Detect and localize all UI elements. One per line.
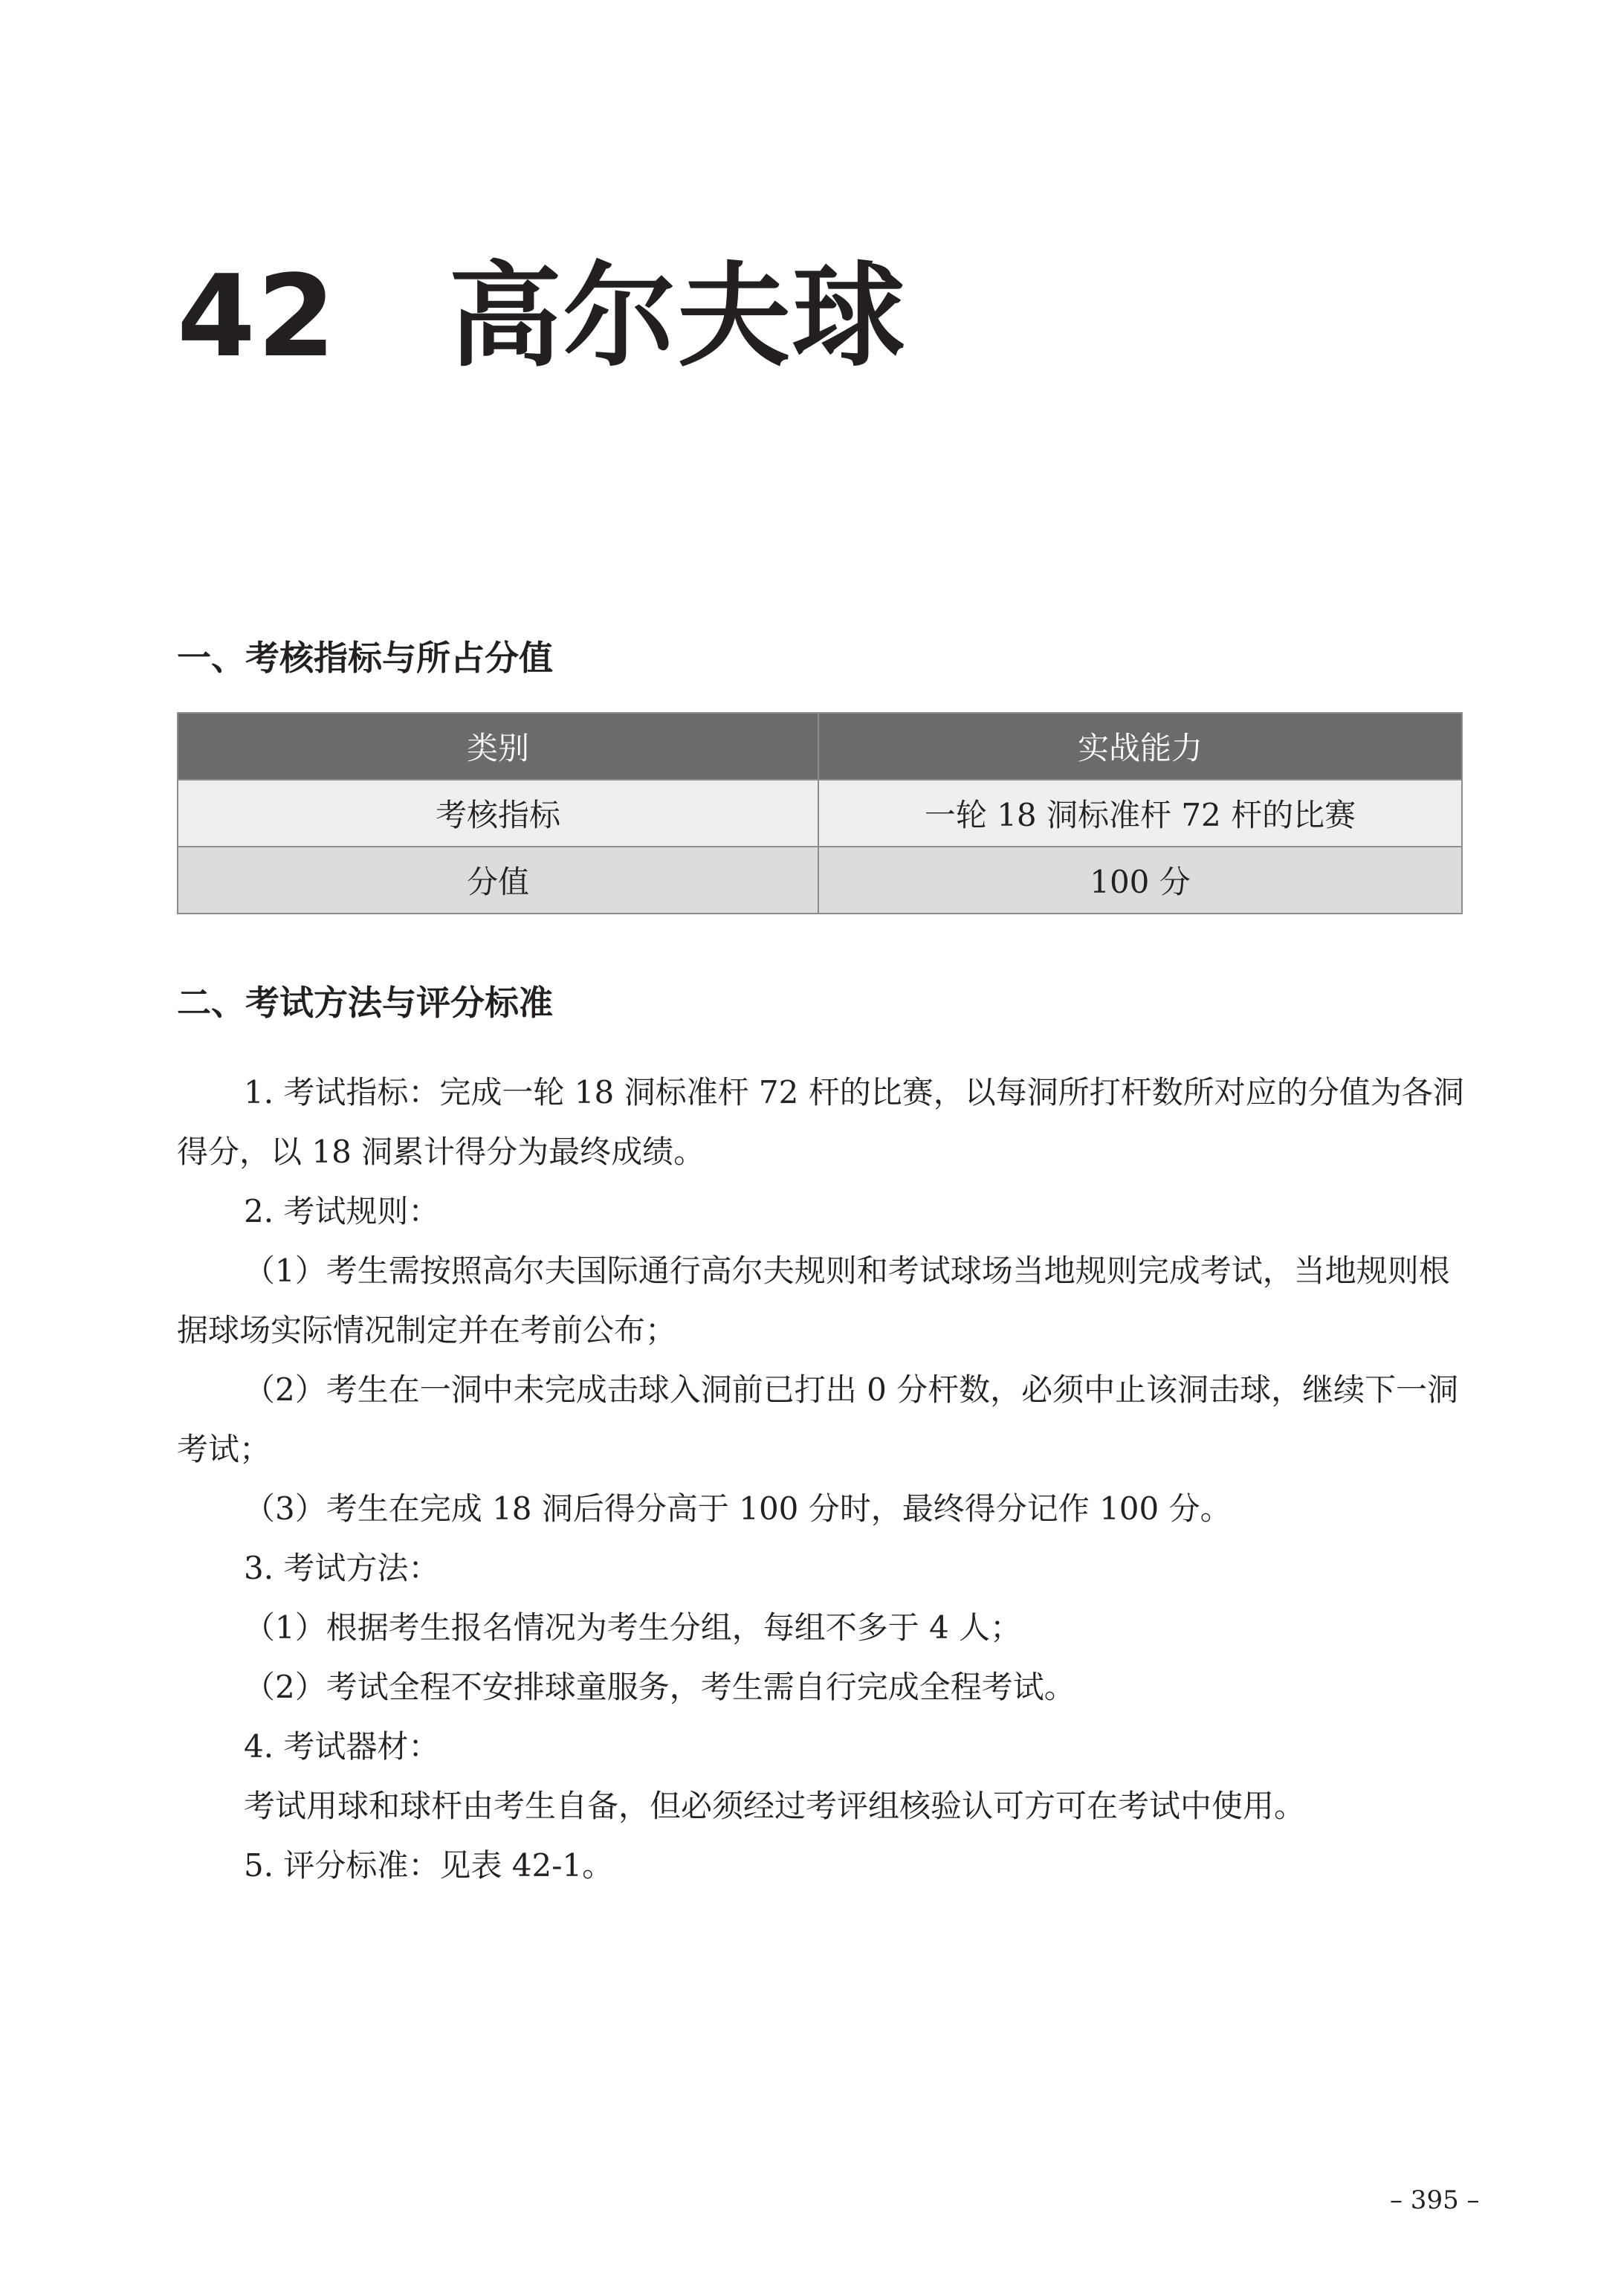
table-header-cell: 类别 [178, 713, 818, 780]
paragraph: 3. 考试方法： [244, 1550, 440, 1586]
chapter-name: 高尔夫球 [448, 250, 907, 382]
assessment-table [177, 712, 1463, 914]
chapter-title [177, 250, 907, 382]
table-row [178, 847, 1462, 914]
table-cell: 一轮 18 洞标准杆 72 杆的比赛 [818, 780, 1462, 847]
paragraph: 1. 考试指标：完成一轮 18 洞标准杆 72 杆的比赛，以每洞所打杆数所对应的分值为各洞得分，以 18 洞累计得分为最终成绩。 [177, 1074, 1464, 1170]
paragraph: 5. 评分标准：见表 42-1。 [244, 1847, 614, 1884]
chapter-number: 42 [177, 250, 337, 382]
table-cell: 100 分 [818, 847, 1462, 914]
paragraph: 2. 考试规则： [244, 1193, 440, 1229]
section-heading-1: 一、考核指标与所占分值 [177, 638, 553, 678]
body-text [177, 1063, 1464, 1895]
paragraph: （2）考生在一洞中未完成击球入洞前已打出 0 分杆数，必须中止该洞击球，继续下一洞考试； [177, 1371, 1459, 1467]
paragraph: （1）考生需按照高尔夫国际通行高尔夫规则和考试球场当地规则完成考试，当地规则根据球场实际情况制定并在考前公布； [177, 1252, 1450, 1348]
paragraph: （2）考试全程不安排球童服务，考生需自行完成全程考试。 [244, 1669, 1075, 1705]
table-header-cell: 实战能力 [818, 713, 1462, 780]
paragraph: （1）根据考生报名情况为考生分组，每组不多于 4 人； [244, 1609, 1022, 1646]
paragraph: 4. 考试器材： [244, 1728, 440, 1765]
paragraph: 考试用球和球杆由考生自备，但必须经过考评组核验认可方可在考试中使用。 [244, 1788, 1306, 1824]
table-header-row [178, 713, 1462, 780]
page-number: – 395 – [1390, 2185, 1480, 2215]
table-cell: 分值 [178, 847, 818, 914]
paragraph: （3）考生在完成 18 洞后得分高于 100 分时，最终得分记作 100 分。 [244, 1490, 1232, 1527]
section-heading-2: 二、考试方法与评分标准 [177, 983, 553, 1023]
table-cell: 考核指标 [178, 780, 818, 847]
table-row [178, 780, 1462, 847]
